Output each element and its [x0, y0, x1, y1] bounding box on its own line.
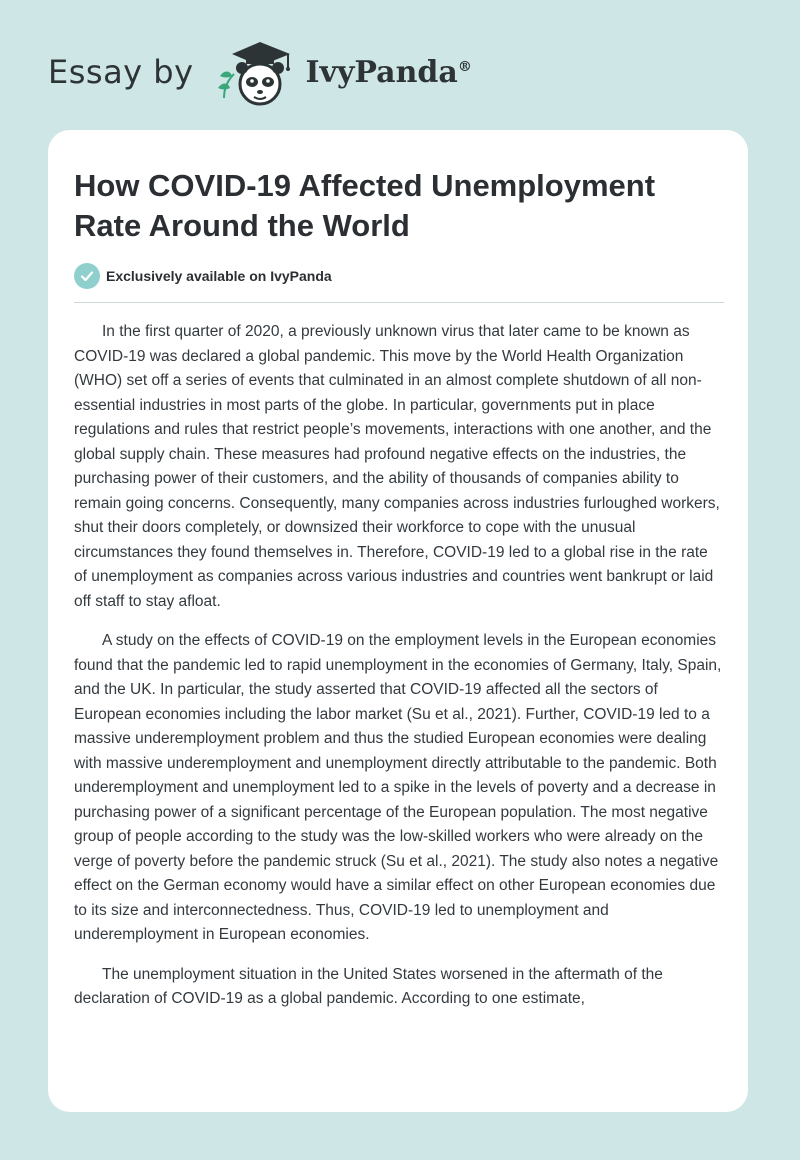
exclusive-badge: [74, 263, 332, 289]
page-title: How COVID-19 Affected Unemployment Rate Around the World: [74, 168, 656, 243]
essay-body: [74, 320, 724, 1027]
paragraph: A study on the effects of COVID-19 on the employment levels in the European economies found that the pandemic led to rapid unemployment in the economies of Germany, Italy, Spain, and the UK. In particular, the study asserted that COVID-19 affected all the sectors of European economies including the labor market (Su et al., 2021). Further, COVID-19 led to a massive underemployment problem and thus the studied European economies were dealing with massive underemployment and unemployment directly attributable to the pandemic. Both underemployment and unemployment led to a spike in the levels of poverty and a decrease in purchasing power of a significant percentage of the European population. The most negative group of people according to the study was the low-skilled workers who were already on the verge of poverty before the pandemic struck (Su et al., 2021). The study also notes a negative effect on the German economy would have a similar effect on other European economies due to its size and interconnectedness. Thus, COVID-19 led to unemployment and underemployment in European economies.: [74, 632, 722, 943]
panda-graduate-logo-icon: [210, 36, 300, 108]
paragraph: The unemployment situation in the United States worsened in the aftermath of the declaration of COVID-19 as a global pandemic. According to one estimate,: [74, 965, 663, 1007]
essay-card: [48, 130, 748, 1112]
paragraph: In the first quarter of 2020, a previously unknown virus that later came to be known as COVID-19 was declared a global pandemic. This move by the World Health Organization (WHO) set off a series of events that culminated in an almost complete shutdown of all non-essential industries in most parts of the globe. In particular, governments put in place regulations and rules that restrict people’s movements, interactions with one another, and the global supply chain. These measures had profound negative effects on the industries, the purchasing power of their customers, and the ability of thousands of companies ability to remain going concerns. Consequently, many companies across industries furloughed workers, shut their doors completely, or downsized their workforce to cope with the unusual circumstances they found themselves in. Therefore, COVID-19 led to a global rise in the rate of unemployment as companies across various industries and countries went bankrupt or laid off staff to stay afloat.: [74, 323, 720, 610]
divider: [74, 302, 724, 303]
brand-name: IvyPanda®: [305, 54, 472, 90]
brand-header[interactable]: [48, 36, 472, 108]
registered-mark: ®: [457, 58, 472, 75]
essay-by-label: Essay by: [48, 53, 194, 91]
checkmark-icon: [74, 263, 100, 289]
badge-label: Exclusively available on IvyPanda: [106, 268, 332, 284]
